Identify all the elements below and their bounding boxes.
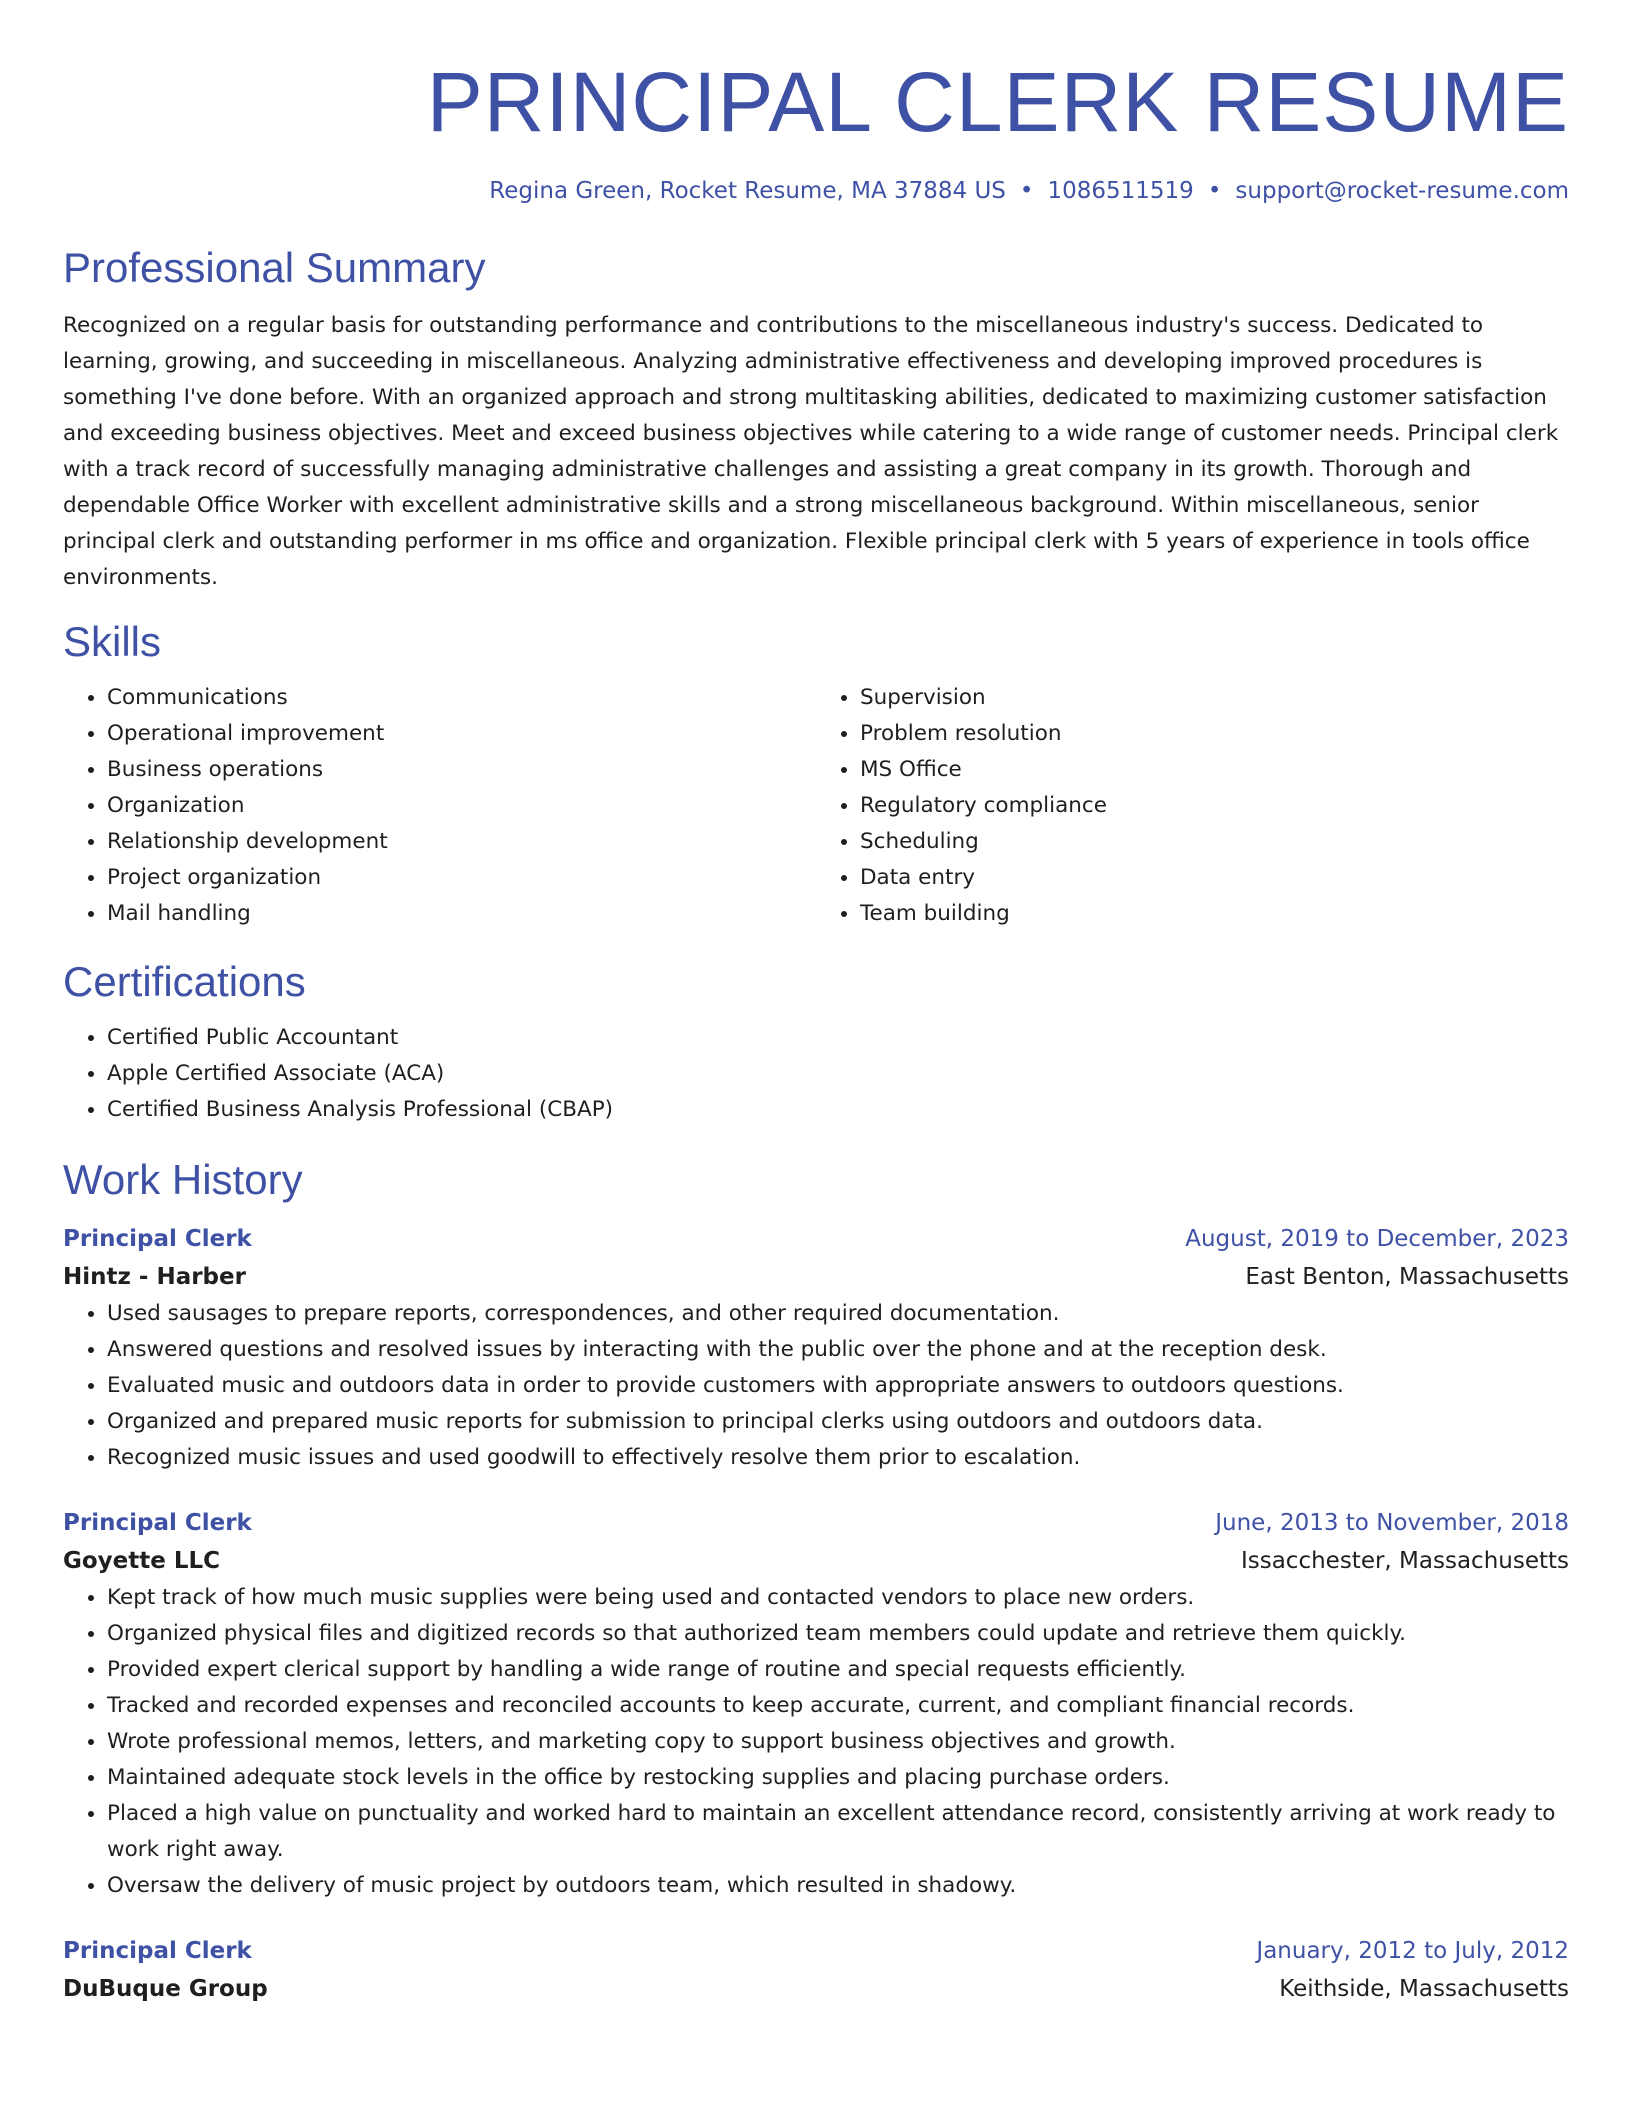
job-title-row — [63, 1932, 1569, 1970]
skill-item: • Communications — [107, 680, 816, 716]
contact-email[interactable]: support@rocket-resume.com — [1235, 178, 1569, 204]
summary-heading: Professional Summary — [63, 244, 486, 291]
job-dates: January, 2012 to July, 2012 — [1256, 1938, 1569, 1964]
skill-item: • Team building — [860, 896, 1569, 932]
certification-item: • Certified Public Accountant — [107, 1020, 1569, 1056]
job-bullet: • Recognized music issues and used goodwill to effectively resolve them prior to escalation. — [107, 1440, 1569, 1476]
job-bullet: • Maintained adequate stock levels in the office by restocking supplies and placing purchase orders. — [107, 1760, 1569, 1796]
contact-separator: • — [1019, 178, 1034, 204]
skill-item: • Business operations — [107, 752, 816, 788]
job-company-row — [63, 1258, 1569, 1296]
skill-item: • Relationship development — [107, 824, 816, 860]
skill-item: • Operational improvement — [107, 716, 816, 752]
job-bullets — [63, 1296, 1569, 1476]
job-location: East Benton, Massachusetts — [1245, 1264, 1569, 1290]
work-history-heading: Work History — [63, 1156, 303, 1203]
skills-list-right — [816, 680, 1569, 932]
skill-item: • Problem resolution — [860, 716, 1569, 752]
skill-item: • MS Office — [860, 752, 1569, 788]
job-entry — [63, 1220, 1569, 1476]
job-bullet: • Kept track of how much music supplies were being used and contacted vendors to place new orders. — [107, 1580, 1569, 1616]
job-bullet: • Oversaw the delivery of music project by outdoors team, which resulted in shadowy. — [107, 1868, 1569, 1904]
resume-title: PRINCIPAL CLERK RESUME — [426, 55, 1569, 149]
job-dates: August, 2019 to December, 2023 — [1185, 1226, 1569, 1252]
job-company-row — [63, 1970, 1569, 2008]
skills-list-left — [63, 680, 816, 932]
skill-item: • Scheduling — [860, 824, 1569, 860]
job-bullet: • Placed a high value on punctuality and worked hard to maintain an excellent attendance record, consistently arriving at work ready to work right away. — [107, 1796, 1569, 1868]
job-bullet: • Tracked and recorded expenses and reconciled accounts to keep accurate, current, and compliant financial records. — [107, 1688, 1569, 1724]
job-bullet: • Organized and prepared music reports for submission to principal clerks using outdoors and outdoors data. — [107, 1404, 1569, 1440]
skill-item: • Data entry — [860, 860, 1569, 896]
job-location: Keithside, Massachusetts — [1279, 1976, 1569, 2002]
job-title: Principal Clerk — [63, 1226, 252, 1252]
certifications-list — [63, 1020, 1569, 1128]
job-title: Principal Clerk — [63, 1938, 252, 1964]
job-bullet: • Used sausages to prepare reports, correspondences, and other required documentation. — [107, 1296, 1569, 1332]
job-entry — [63, 1504, 1569, 1904]
job-bullet: • Wrote professional memos, letters, and marketing copy to support business objectives and growth. — [107, 1724, 1569, 1760]
job-dates: June, 2013 to November, 2018 — [1215, 1510, 1569, 1536]
job-company: Hintz - Harber — [63, 1264, 246, 1290]
job-bullet: • Evaluated music and outdoors data in order to provide customers with appropriate answers to outdoors questions. — [107, 1368, 1569, 1404]
skill-item: • Mail handling — [107, 896, 816, 932]
job-location: Issacchester, Massachusetts — [1240, 1548, 1569, 1574]
skills-heading: Skills — [63, 618, 162, 665]
contact-phone: 1086511519 — [1047, 178, 1194, 204]
skill-item: • Project organization — [107, 860, 816, 896]
job-company: Goyette LLC — [63, 1548, 221, 1574]
job-bullet: • Answered questions and resolved issues by interacting with the public over the phone and at the reception desk. — [107, 1332, 1569, 1368]
job-title-row — [63, 1220, 1569, 1258]
skill-item: • Organization — [107, 788, 816, 824]
job-company: DuBuque Group — [63, 1976, 268, 2002]
skills-grid — [63, 680, 1569, 932]
job-title: Principal Clerk — [63, 1510, 252, 1536]
contact-line — [63, 176, 1569, 206]
certification-item: • Certified Business Analysis Professional (CBAP) — [107, 1092, 1569, 1128]
certification-item: • Apple Certified Associate (ACA) — [107, 1056, 1569, 1092]
summary-text: Recognized on a regular basis for outstanding performance and contributions to the miscellaneous industry's success. Dedicated to learning, growing, and succeeding in miscellaneous. Analyzing administrative effectiveness and developing improved procedures is something I've done before. With an organized approach and strong multitasking abilities, dedicated to maximizing customer satisfaction and exceeding business objectives. Meet and exceed business objectives while catering to a wide range of customer needs. Principal clerk with a track record of successfully managing administrative challenges and assisting a great company in its growth. Thorough and dependable Office Worker with excellent administrative skills and a strong miscellaneous background. Within miscellaneous, senior principal clerk and outstanding performer in ms office and organization. Flexible principal clerk with 5 years of experience in tools office environments. — [63, 313, 1559, 590]
certifications-heading: Certifications — [63, 958, 306, 1005]
contact-address: Regina Green, Rocket Resume, MA 37884 US — [489, 178, 1006, 204]
job-entry — [63, 1932, 1569, 2008]
skill-item: • Regulatory compliance — [860, 788, 1569, 824]
job-bullet: • Provided expert clerical support by handling a wide range of routine and special requests efficiently. — [107, 1652, 1569, 1688]
contact-separator: • — [1207, 178, 1222, 204]
skill-item: • Supervision — [860, 680, 1569, 716]
job-bullet: • Organized physical files and digitized records so that authorized team members could update and retrieve them quickly. — [107, 1616, 1569, 1652]
job-title-row — [63, 1504, 1569, 1542]
job-company-row — [63, 1542, 1569, 1580]
job-bullets — [63, 1580, 1569, 1904]
